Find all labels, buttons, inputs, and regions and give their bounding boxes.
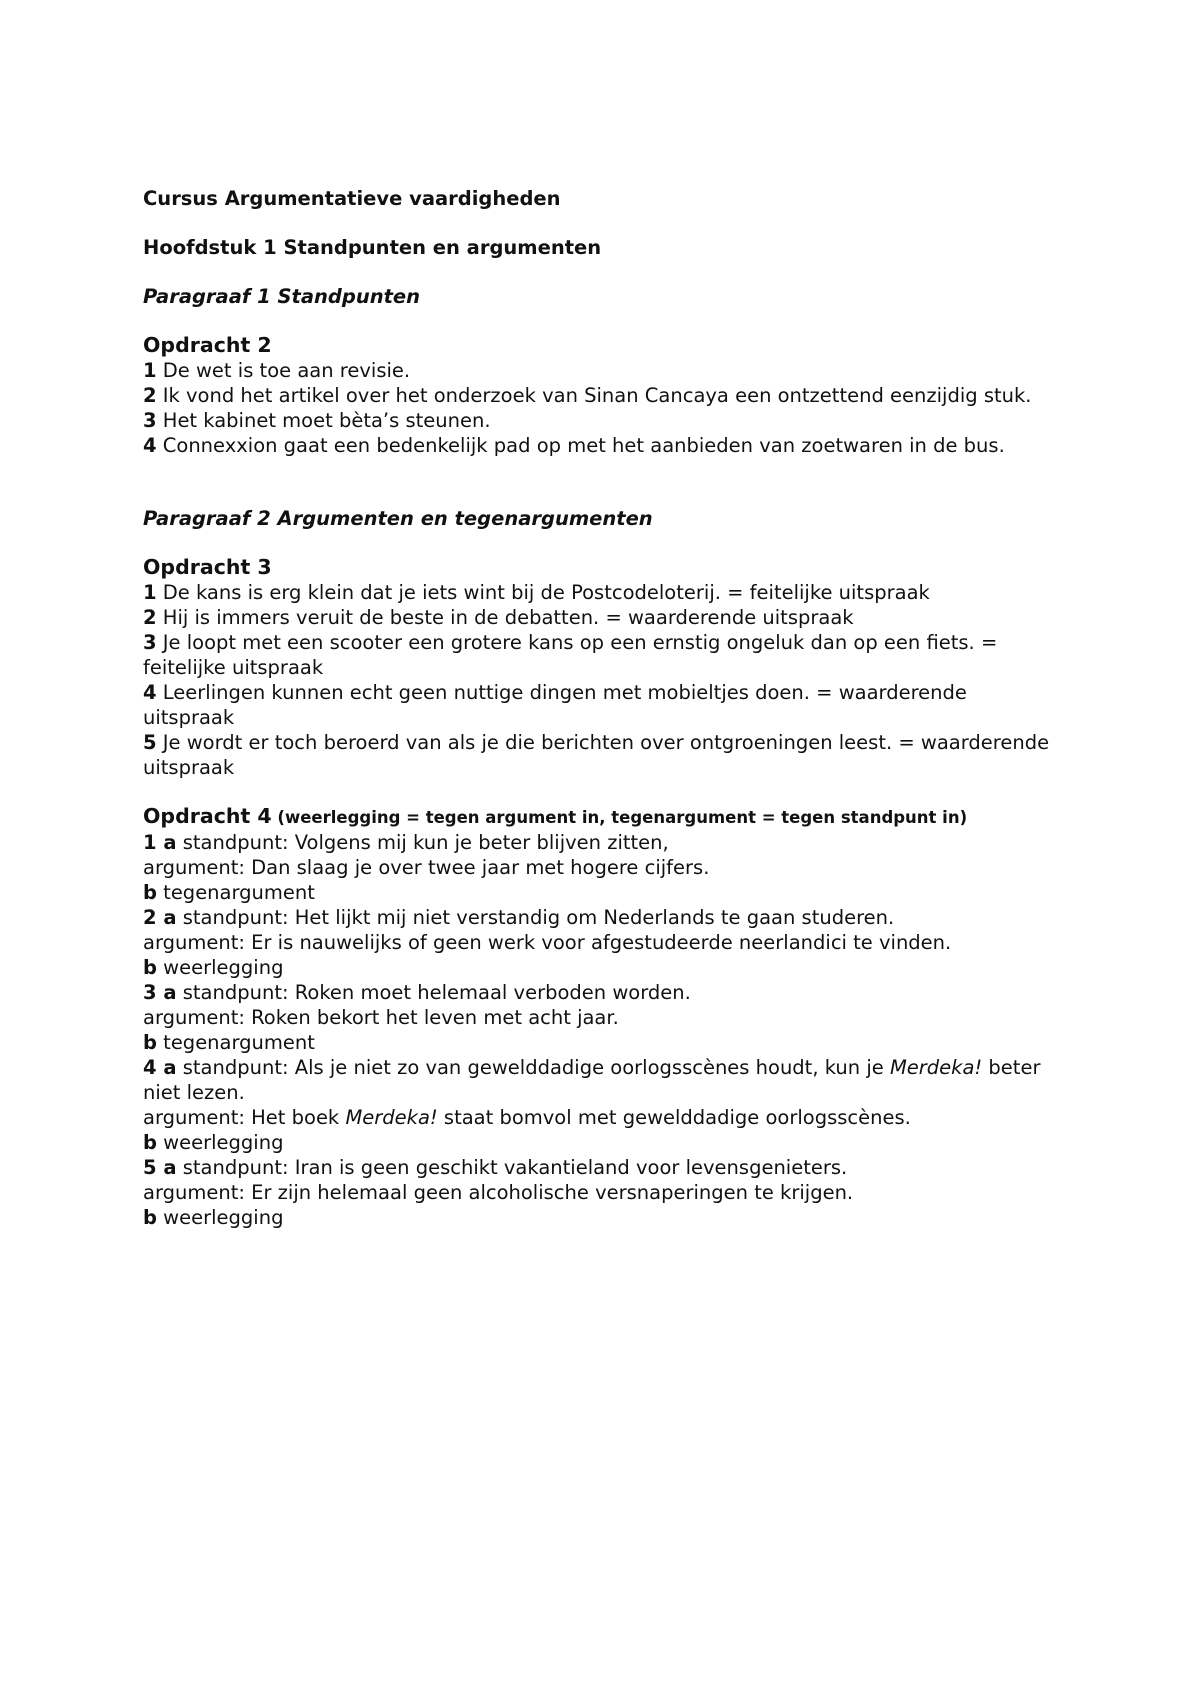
list-item [143,830,1063,905]
item-text: Leerlingen kunnen echt geen nuttige dingen met mobieltjes doen. = waarderende uitspraak [143,681,967,729]
item-number: 5 [143,731,157,754]
item-letter-a: a [156,1056,177,1079]
book-title: Merdeka! [889,1056,983,1079]
item-text: De kans is erg klein dat je iets wint bij de Postcodeloterij. = feitelijke uitspraak [156,581,930,604]
item-argument: argument: Het boek [143,1106,346,1129]
item-answer: weerlegging [156,956,284,979]
item-number: 4 [143,1056,157,1079]
assignment2-title: Opdracht 2 [143,333,272,357]
course-title: Cursus Argumentatieve vaardigheden [143,187,561,210]
item-text: De wet is toe aan revisie. [156,359,411,382]
list-item [143,905,1063,980]
item-text: Je loopt met een scooter een grotere kans op een ernstig ongeluk dan op een fiets. = feitelijke uitspraak [143,631,998,679]
list-item [143,1055,1063,1155]
item-number: 4 [143,434,157,457]
item-number: 3 [143,981,157,1004]
item-standpunt: standpunt: Volgens mij kun je beter blijven zitten, [176,831,669,854]
chapter-title: Hoofdstuk 1 Standpunten en argumenten [143,236,602,259]
item-letter-a: a [156,1156,177,1179]
item-number: 2 [143,384,157,407]
item-text: Je wordt er toch beroerd van als je die berichten over ontgroeningen leest. = waarderende uitspraak [143,731,1050,779]
item-number: 1 [143,359,157,382]
assignment4-list [143,830,1063,1230]
item-letter-b: b [143,1206,157,1229]
item-number: 2 [143,906,157,929]
assignment3-list [143,580,1063,780]
item-standpunt-end: beter niet lezen. [143,1056,1041,1104]
item-text: Connexxion gaat een bedenkelijk pad op met het aanbieden van zoetwaren in de bus. [156,434,1005,457]
list-item [143,1155,1063,1230]
item-number: 4 [143,681,157,704]
item-answer: tegenargument [156,881,315,904]
item-text: Het kabinet moet bèta’s steunen. [156,409,491,432]
book-title: Merdeka! [345,1106,438,1129]
list-item [143,433,1063,458]
assignment4-note: (weerlegging = tegen argument in, tegenargument = tegen standpunt in) [271,808,968,827]
item-argument: argument: Roken bekort het leven met acht jaar. [143,1006,619,1029]
item-letter-b: b [143,956,157,979]
item-number: 5 [143,1156,157,1179]
item-text: Ik vond het artikel over het onderzoek van Sinan Cancaya een ontzettend eenzijdig stuk. [156,384,1032,407]
list-item [143,605,1063,630]
list-item [143,358,1063,383]
item-letter-a: a [156,906,177,929]
item-standpunt: standpunt: Roken moet helemaal verboden worden. [176,981,691,1004]
item-argument-end: staat bomvol met gewelddadige oorlogsscènes. [437,1106,911,1129]
item-letter-a: a [156,981,177,1004]
item-answer: weerlegging [156,1206,284,1229]
list-item [143,580,1063,605]
item-number: 1 [143,581,157,604]
item-argument: argument: Dan slaag je over twee jaar met hogere cijfers. [143,856,710,879]
item-standpunt: standpunt: Als je niet zo van gewelddadige oorlogsscènes houdt, kun je [176,1056,890,1079]
item-standpunt: standpunt: Iran is geen geschikt vakantieland voor levensgenieters. [176,1156,848,1179]
assignment4-heading [143,804,1063,830]
assignment4-title: Opdracht 4 [143,804,272,828]
section1-title: Paragraaf 1 Standpunten [143,285,421,308]
item-argument: argument: Er is nauwelijks of geen werk voor afgestudeerde neerlandici te vinden. [143,931,952,954]
assignment3-title: Opdracht 3 [143,555,272,579]
list-item [143,980,1063,1055]
item-number: 3 [143,631,157,654]
section2-title: Paragraaf 2 Argumenten en tegenargumenten [143,507,653,530]
list-item [143,680,1063,730]
item-letter-a: a [156,831,177,854]
item-number: 1 [143,831,157,854]
list-item [143,730,1063,780]
item-answer: tegenargument [156,1031,315,1054]
list-item [143,408,1063,433]
item-letter-b: b [143,1131,157,1154]
item-number: 3 [143,409,157,432]
list-item [143,630,1063,680]
item-standpunt: standpunt: Het lijkt mij niet verstandig om Nederlands te gaan studeren. [176,906,895,929]
item-answer: weerlegging [156,1131,284,1154]
item-argument: argument: Er zijn helemaal geen alcoholische versnaperingen te krijgen. [143,1181,854,1204]
item-text: Hij is immers veruit de beste in de debatten. = waarderende uitspraak [156,606,854,629]
document-page [143,186,1063,1230]
item-letter-b: b [143,881,157,904]
item-number: 2 [143,606,157,629]
item-letter-b: b [143,1031,157,1054]
list-item [143,383,1063,408]
assignment2-list [143,358,1063,458]
